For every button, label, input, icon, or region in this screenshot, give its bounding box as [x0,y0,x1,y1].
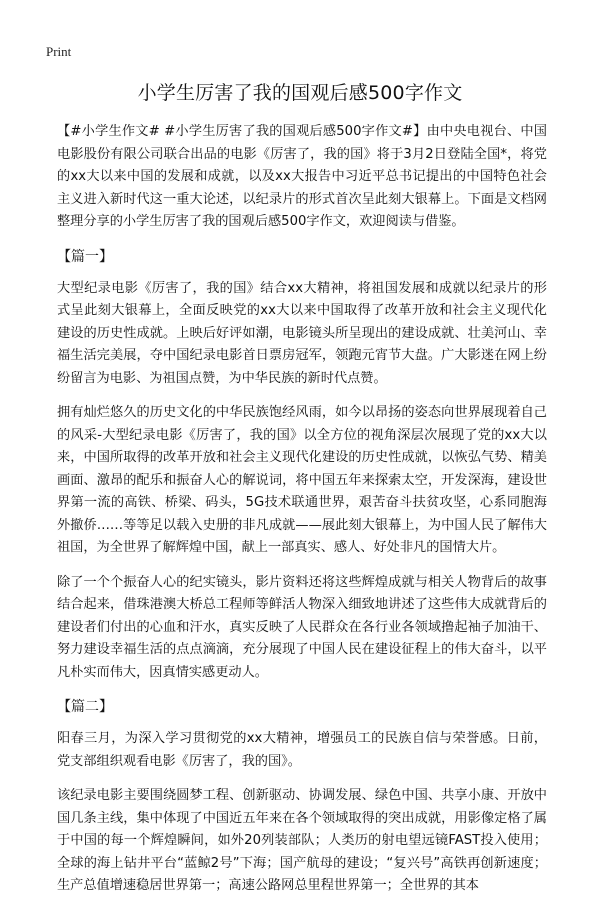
section-1-paragraph-3: 除了一个个振奋人心的纪实镜头，影片资料还将这些辉煌成就与相关人物背后的故事结合起来，借珠港澳大桥总工程师等鲜活人物深入细致地讲述了这些伟大成就背后的建设者们付出的心血和汗水，真实反映了人民群众在各行业各领域撸起袖子加油干、努力建设幸福生活的点点滴滴，充分展现了中国人民在建设征程上的伟大奋斗，以平凡朴实而伟大，因真情实感更动人。 [57,574,547,680]
section-2-paragraph-1: 阳春三月，为深入学习贯彻党的xx大精神，增强员工的民族自信与荣誉感。日前，党支部组织观看电影《厉害了，我的国》。 [57,731,547,769]
article-body [57,121,547,910]
print-link[interactable]: Print [46,44,72,59]
section-heading-1: 【篇一】 [57,248,113,265]
intro-paragraph: 【#小学生作文# #小学生厉害了我的国观后感500字作文#】由中央电视台、中国电影股份有限公司联合出品的电影《厉害了，我的国》将于3月2日登陆全国*，将党的xx大以来中国的发展和成就，以及xx大报告中习近平总书记提出的中国特色社会主义进入新时代这一重大论述，以纪录片的形式首次呈此刻大银幕上。下面是文档网整理分享的小学生厉害了我的国观后感500字作文，欢迎阅读与借鉴。 [57,124,547,229]
section-heading-2: 【篇二】 [57,699,113,715]
section-2-paragraph-2: 该纪录电影主要围绕圆梦工程、创新驱动、协调发展、绿色中国、共享小康、开放中国几条主线，集中体现了中国近五年来在各个领域取得的突出成就，用影像定格了属于中国的每一个辉煌瞬间，如外20列装部队；人类历的射电望远镜FAST投入使用；全球的海上钻井平台“蓝鲸2号”下海；国产航母的建设；“复兴号”高铁再创新速度；生产总值增速稳居世界第一；高速公路网总里程世界第一；全世界的其本 [57,788,547,893]
section-1-paragraph-2: 拥有灿烂悠久的历史文化的中华民族饱经风雨，如今以昂扬的姿态向世界展现着自己的风采-大型纪录电影《厉害了，我的国》以全方位的视角深层次展现了党的xx大以来，中国所取得的改革开放和社会主义现代化建设的历史性成就，以恢弘气势、精美画面、激昂的配乐和振奋人心的解说词，将中国五年来探索太空，开发深海，建设世界第一流的高铁、桥梁、码头，5G技术联通世界，艰苦奋斗扶贫攻坚，心系同胞海外撤侨……等等足以载入史册的非凡成就——展此刻大银幕上，为中国人民了解伟大祖国，为全世界了解辉煌中国，献上一部真实、感人、好处非凡的国情大片。 [57,405,547,555]
section-1-paragraph-1: 大型纪录电影《厉害了，我的国》结合xx大精神，将祖国发展和成就以纪录片的形式呈此刻大银幕上，全面反映党的xx大以来中国取得了改革开放和社会主义现代化建设的历史性成就。上映后好评如潮，电影镜头所呈现出的建设成就、壮美河山、幸福生活完美展，夺中国纪录电影首日票房冠军，领跑元宵节大盘。广大影迷在网上纷纷留言为电影、为祖国点赞，为中华民族的新时代点赞。 [57,280,547,386]
page-title: 小学生厉害了我的国观后感500字作文 [137,82,463,104]
